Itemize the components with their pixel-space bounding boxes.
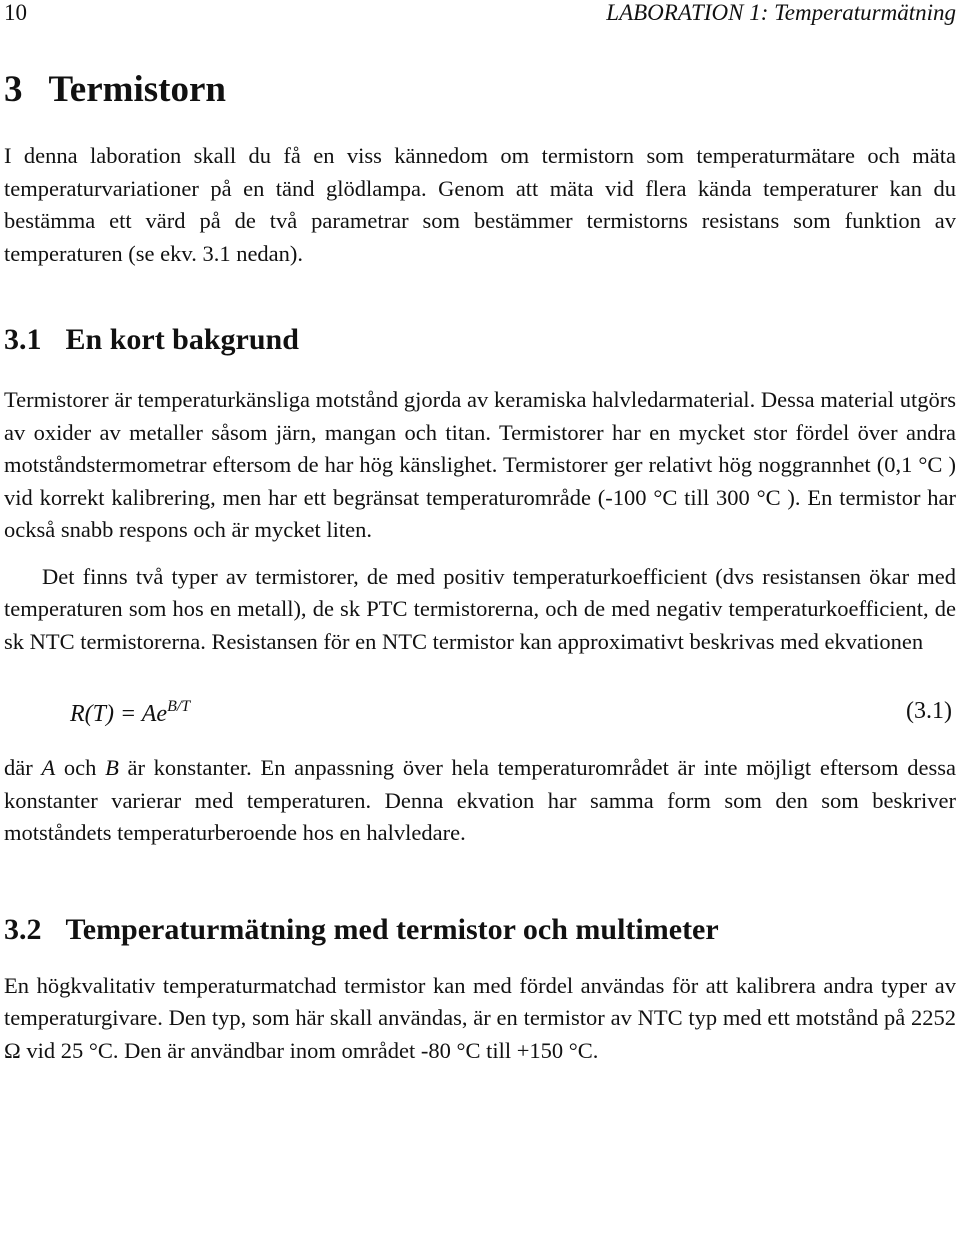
equation-number: (3.1) bbox=[906, 698, 952, 725]
text-fragment: och bbox=[55, 755, 106, 781]
subsection-heading-3-1 bbox=[4, 322, 956, 358]
variable-a: A bbox=[41, 755, 56, 781]
variable-b: B bbox=[105, 755, 119, 781]
subsection-number: 3.2 bbox=[4, 912, 42, 946]
page-number: 10 bbox=[4, 0, 27, 25]
equation-formula bbox=[70, 698, 190, 728]
document-page bbox=[4, 0, 956, 1067]
equation-lhs: R(T) = Ae bbox=[70, 701, 168, 728]
subsection-number: 3.1 bbox=[4, 323, 42, 357]
background-paragraph-2: Det finns två typer av termistorer, de med positiv temperaturkoefficient (dvs resistansen ökar med temperaturen som hos en metall), de sk PTC termistorerna, och de med negativ temperaturkoefficient, de sk NTC termistorerna. Resistansen för en NTC termistor kan approximativt beskrivas med ekvationen bbox=[4, 563, 956, 654]
running-header bbox=[4, 0, 956, 28]
measurement-paragraph: En högkvalitativ temperaturmatchad termistor kan med fördel användas för att kalibrera andra typer av temperaturgivare. Den typ, som här skall användas, är en termistor av NTC typ med ett motstånd på 2252 Ω vid 25 °C. Den är användbar inom området -80 °C till +150 °C. bbox=[4, 972, 956, 1063]
text-fragment: är konstanter. En anpassning över hela temperaturområdet är inte möjligt eftersom dessa konstanter varierar med temperaturen. Denna ekvation har samma form som den som beskriver motståndets temperaturberoende hos en halvledare. bbox=[4, 755, 956, 846]
subsection-title: En kort bakgrund bbox=[65, 323, 299, 357]
subsection-heading-3-2 bbox=[4, 912, 956, 948]
section-number: 3 bbox=[4, 69, 23, 110]
intro-paragraph: I denna laboration skall du få en viss kännedom om termistorn som temperaturmätare och mäta temperaturvariationer på en tänd glödlampa. Genom att mäta vid flera kända temperaturer kan du bestämma ett värd på de två parametrar som bestämmer termistorns resistans som funktion av temperaturen (se ekv. 3.1 nedan). bbox=[4, 143, 956, 266]
background-paragraph-3 bbox=[4, 752, 956, 850]
subsection-title: Temperaturmätning med termistor och multimeter bbox=[65, 912, 719, 946]
chapter-title: LABORATION 1: Temperaturmätning bbox=[606, 0, 956, 25]
text-fragment: där bbox=[4, 755, 42, 781]
equation-exponent: B/T bbox=[167, 698, 191, 716]
section-title: Termistorn bbox=[48, 69, 226, 110]
background-paragraph-1: Termistorer är temperaturkänsliga motstånd gjorda av keramiska halvledarmaterial. Dessa material utgörs av oxider av metaller såsom järn, mangan och titan. Termistorer har en mycket stor fördel över andra motståndstermometrar eftersom de har hög känslighet. Termistorer ger relativt hög noggrannhet (0,1 °C ) vid korrekt kalibrering, men har ett begränsat temperaturområde (-100 °C till 300 °C ). En termistor har också snabb respons och är mycket liten. bbox=[4, 387, 956, 543]
equation-block bbox=[4, 698, 956, 738]
section-heading bbox=[4, 68, 956, 112]
